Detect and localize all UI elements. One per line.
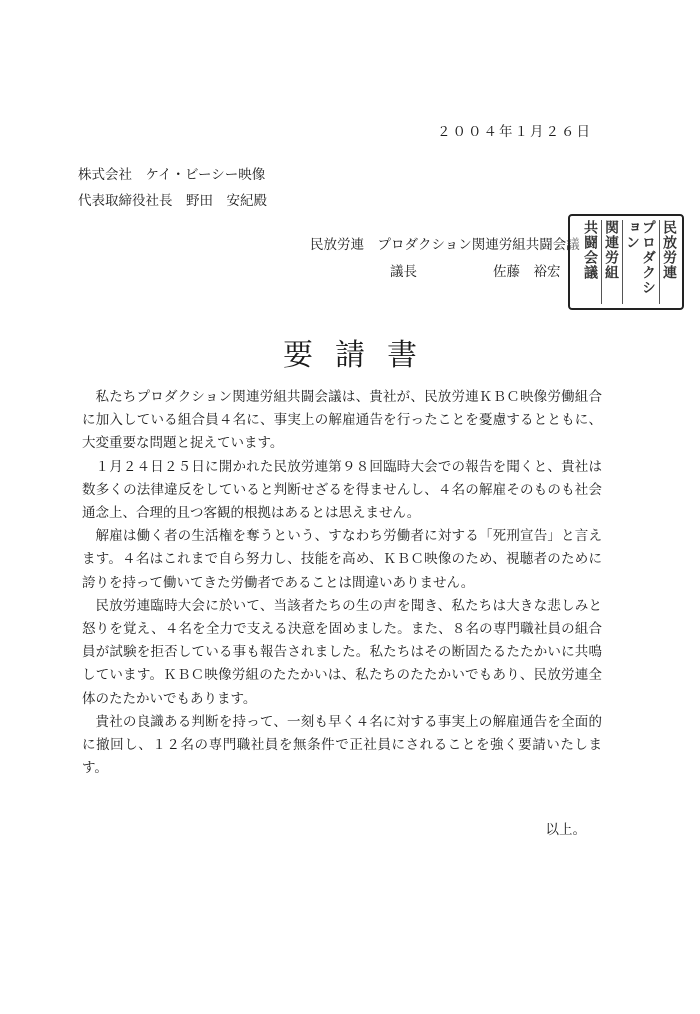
letter-date: ２００４年１月２６日	[437, 124, 592, 140]
closing-mark: 以上。	[545, 822, 586, 838]
body-paragraph: 貴社の良識ある判断を持って、一刻も早く４名に対する事実上の解雇通告を全面的に撤回し、１２名の専門職社員を無条件で正社員にされることを強く要請いたします。	[82, 713, 602, 777]
addressee-block	[78, 162, 267, 214]
body-paragraph: 解雇は働く者の生活権を奪うという、すなわち労働者に対する「死刑宣告」と言えます。４名はこれまで自ら努力し、技能を高め、ＫＢＣ映像のため、視聴者のために誇りを持って働いてきた労働者であることは間違いありません。	[82, 528, 602, 591]
body-paragraph: １月２４日２５日に開かれた民放労連第９８回臨時大会での報告を聞くと、貴社は数多くの法律違反をしていると判断せざるを得ませんし、４名の解雇そのものも社会通念上、合理的且つ客観的根拠はあるとは思えません。	[82, 458, 602, 522]
body-paragraph: 民放労連臨時大会に於いて、当該者たちの生の声を聞き、私たちは大きな悲しみと怒りを覚え、４名を全力で支える決意を固めました。また、８名の専門職社員の組合員が試験を拒否している事も報告されました。私たちはその断固たるたたかいに共鳴しています。ＫＢＣ映像労組のたたかいは、私たちのたたかいでもあり、民放労連全体のたたかいでもあります。	[82, 597, 602, 707]
document-title: 要請書	[283, 338, 439, 373]
sender-role: 議長	[390, 264, 417, 280]
seal-column: 共闘会議	[582, 220, 598, 280]
letter-body	[82, 386, 602, 780]
seal-column: 民放労連	[659, 220, 678, 304]
organization-seal-stamp	[568, 214, 684, 310]
seal-column: 関連労組	[601, 220, 620, 304]
addressee-company: 株式会社 ケイ・ビーシー映像	[78, 167, 266, 183]
sender-block	[310, 232, 580, 286]
sender-organization: 民放労連 プロダクション関連労組共闘会議	[310, 237, 580, 253]
sender-name: 佐藤 裕宏	[493, 264, 561, 280]
addressee-person: 代表取締役社長 野田 安紀殿	[78, 193, 267, 209]
seal-column: プロダクション	[622, 220, 657, 304]
body-paragraph: 私たちプロダクション関連労組共闘会議は、貴社が、民放労連ＫＢＣ映像労働組合に加入している組合員４名に、事実上の解雇通告を行ったことを憂慮するとともに、大変重要な問題と捉えています。	[82, 389, 602, 452]
sender-role-line	[310, 259, 580, 286]
